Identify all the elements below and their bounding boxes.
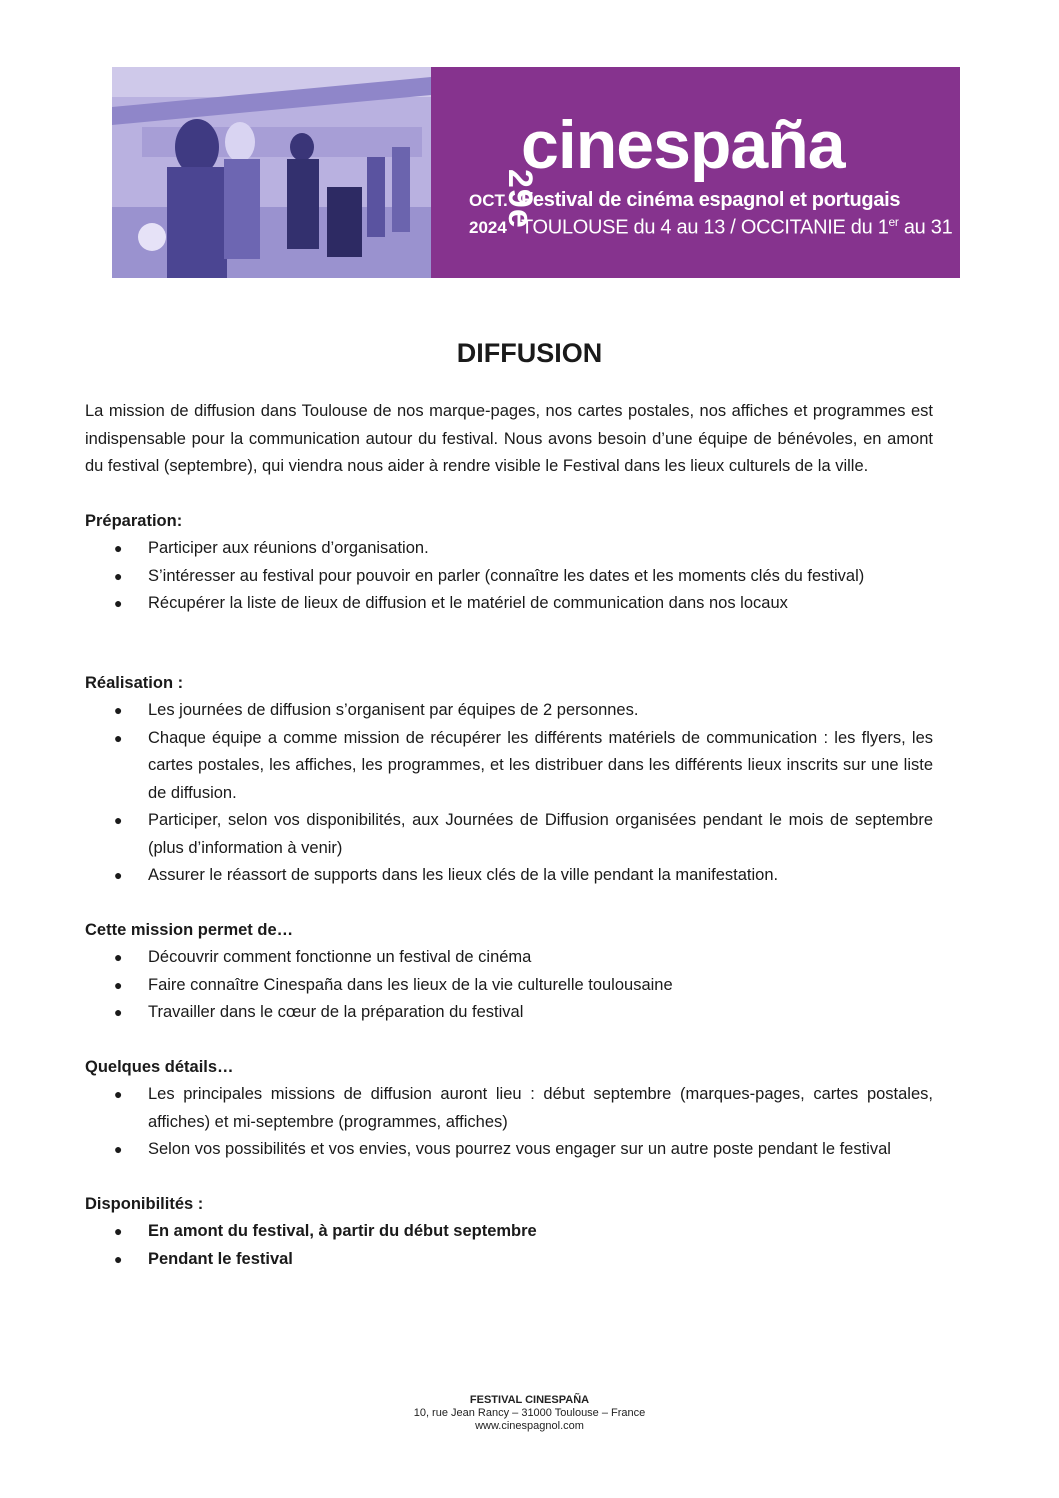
- bullet-icon: ●: [114, 867, 123, 883]
- footer-website: www.cinespagnol.com: [475, 1420, 584, 1432]
- list-item: [85, 1136, 933, 1164]
- bullet-icon: ●: [114, 540, 123, 556]
- bullet-list: [85, 1218, 933, 1273]
- page-title: DIFFUSION: [456, 338, 603, 368]
- list-item-text: Assurer le réassort de supports dans les lieux clés de la ville pendant la manifestation.: [148, 866, 779, 884]
- bullet-icon: ●: [114, 1250, 123, 1267]
- list-item-text: Participer, selon vos disponibilités, aux Journées de Diffusion organisées pendant le mois de septembre (plus d’information à venir): [148, 811, 933, 857]
- list-item-text: En amont du festival, à partir du début septembre: [148, 1222, 537, 1240]
- list-item-text: Travailler dans le cœur de la préparation du festival: [148, 1003, 524, 1021]
- list-item-text: S’intéresser au festival pour pouvoir en parler (connaître les dates et les moments clés du festival): [148, 566, 865, 585]
- section-heading: Cette mission permet de…: [85, 920, 294, 939]
- bullet-list: [85, 1081, 933, 1164]
- list-item: [85, 590, 933, 618]
- list-item-text: Faire connaître Cinespaña dans les lieux de la vie culturelle toulousaine: [148, 975, 673, 994]
- section-mission-benefits: [85, 917, 933, 1027]
- edition-number: 29e: [501, 169, 539, 229]
- bullet-icon: ●: [114, 729, 123, 746]
- list-item-text: Découvrir comment fonctionne un festival de cinéma: [148, 948, 532, 966]
- section-realisation: [85, 670, 933, 890]
- footer-org-name: FESTIVAL CINESPAÑA: [469, 1394, 590, 1406]
- list-item: [85, 999, 933, 1027]
- intro-paragraph: La mission de diffusion dans Toulouse de nos marque-pages, nos cartes postales, nos affiches et programmes est indispensable pour la communication autour du festival. Nous avons besoin d’une équipe de bénévoles, en amont du festival (septembre), qui viendra nous aider à rendre visible le Festival dans les lieux culturels de la ville.: [85, 402, 933, 475]
- brand-wordmark: cinespaña: [521, 107, 845, 183]
- footer-address: 10, rue Jean Rancy – 31000 Toulouse – France: [413, 1407, 646, 1419]
- bullet-icon: ●: [114, 1223, 123, 1239]
- main-content: [85, 398, 933, 1300]
- list-item: [85, 1218, 933, 1246]
- list-item: [85, 535, 933, 563]
- bullet-icon: ●: [114, 1086, 123, 1102]
- bullet-icon: ●: [114, 567, 123, 584]
- dates-text-end: au 31: [898, 216, 953, 239]
- bullet-icon: ●: [114, 1141, 123, 1157]
- edition-month: OCT.: [469, 191, 508, 210]
- dates-text-start: TOULOUSE du 4 au 13 / OCCITANIE du 1: [521, 216, 889, 239]
- list-item-text: Récupérer la liste de lieux de diffusion et le matériel de communication dans nos locaux: [148, 594, 788, 612]
- brand-panel: [431, 67, 960, 278]
- list-item-text: Selon vos possibilités et vos envies, vous pourrez vous engager sur un autre poste pendant le festival: [148, 1140, 891, 1158]
- edition-year: 2024: [469, 218, 507, 237]
- festival-tagline: Festival de cinéma espagnol et portugais: [521, 189, 901, 211]
- bullet-icon: ●: [114, 949, 123, 965]
- section-heading: Réalisation :: [85, 673, 184, 692]
- list-item: [85, 972, 933, 1000]
- list-item: [85, 1246, 933, 1274]
- list-item-text: Chaque équipe a comme mission de récupérer les différents matériels de communication : les flyers, les cartes postales, les affiches, les programmes, et les distribuer dans les différents lieux inscrits sur une liste de diffusion.: [148, 728, 933, 802]
- list-item-text: Participer aux réunions d’organisation.: [148, 539, 429, 557]
- list-item: [85, 807, 933, 862]
- section-heading: Préparation:: [85, 511, 183, 530]
- bullet-icon: ●: [114, 1004, 123, 1020]
- section-preparation: [85, 508, 933, 618]
- section-details: [85, 1054, 933, 1164]
- dates-superscript: er: [888, 215, 899, 229]
- bullet-list: [85, 535, 933, 618]
- bullet-icon: ●: [114, 976, 123, 993]
- header-banner: [112, 67, 960, 278]
- festival-dates: [521, 215, 952, 240]
- list-item: [85, 1081, 933, 1136]
- bullet-icon: ●: [114, 812, 123, 828]
- page-footer: [0, 1394, 1059, 1433]
- list-item: [85, 697, 933, 725]
- list-item-text: Pendant le festival: [148, 1249, 293, 1268]
- festival-photo: [112, 67, 431, 278]
- festival-photo-image: [112, 67, 431, 278]
- list-item-text: Les principales missions de diffusion auront lieu : début septembre (marques-pages, cartes postales, affiches) et mi-septembre (programmes, affiches): [148, 1085, 933, 1131]
- list-item: [85, 563, 933, 591]
- bullet-icon: ●: [114, 595, 123, 611]
- bullet-icon: ●: [114, 702, 123, 718]
- section-heading: Quelques détails…: [85, 1057, 234, 1076]
- section-availability: [85, 1191, 933, 1274]
- list-item-text: Les journées de diffusion s’organisent par équipes de 2 personnes.: [148, 701, 639, 719]
- bullet-list: [85, 944, 933, 1027]
- list-item: [85, 944, 933, 972]
- list-item: [85, 862, 933, 890]
- list-item: [85, 725, 933, 808]
- bullet-list: [85, 697, 933, 890]
- section-heading: Disponibilités :: [85, 1194, 204, 1213]
